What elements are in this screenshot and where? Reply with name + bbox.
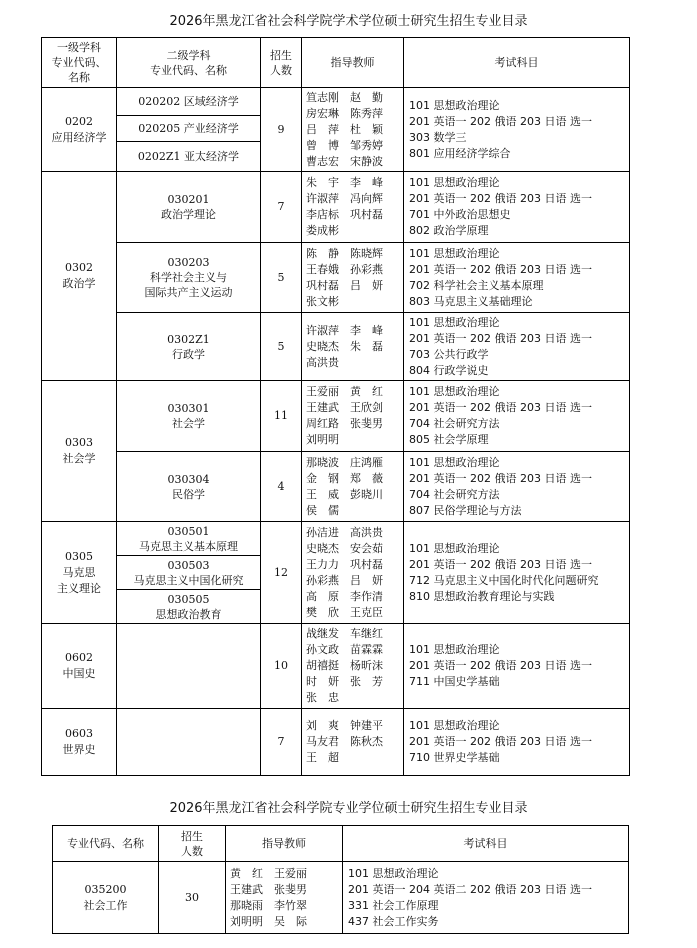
table1-title: 2026年黑龙江省社会科学院学术学位硕士研究生招生专业目录 — [169, 14, 528, 29]
discipline-0202: 0202 应用经济学 — [42, 88, 117, 172]
exam-030201: 101 思想政治理论 201 英语一 202 俄语 203 日语 选一 701 中外政治思想史 802 政治学原理 — [404, 172, 630, 243]
quota-030301: 11 — [261, 381, 302, 452]
exam-0602: 101 思想政治理论 201 英语一 202 俄语 203 日语 选一 711 中国史学基础 — [404, 624, 630, 709]
sub-030301: 030301 社会学 — [117, 381, 261, 452]
sub-0202Z1: 0202Z1 亚太经济学 — [117, 142, 261, 172]
exam-0305: 101 思想政治理论 201 英语一 202 俄语 203 日语 选一 712 马克思主义中国化时代化问题研究 810 思想政治教育理论与实践 — [404, 522, 630, 624]
header-second-level: 二级学科 专业代码、名称 — [117, 38, 261, 88]
exam-030304: 101 思想政治理论 201 英语一 202 俄语 203 日语 选一 704 社会研究方法 807 民俗学理论与方法 — [404, 452, 630, 522]
header-advisors: 指导教师 — [302, 38, 404, 88]
advisors-0602: 战继发 车继红 孙文政 苗霖霖 胡禧挺 杨昕沫 时 妍 张 芳 张 忠 — [302, 624, 404, 709]
advisors-030201: 朱 宇 李 峰 许淑萍 冯向辉 李店标 巩村磊 娄成彬 — [302, 172, 404, 243]
advisors-0603: 刘 爽 钟建平 马友君 陈秋杰 王 超 — [302, 709, 404, 776]
discipline-035200: 035200 社会工作 — [53, 862, 159, 934]
discipline-0602: 0602 中国史 — [42, 624, 117, 709]
exam-035200: 101 思想政治理论 201 英语一 204 英语二 202 俄语 203 日语 选一 331 社会工作原理 437 社会工作实务 — [343, 862, 629, 934]
sub-030203: 030203 科学社会主义与 国际共产主义运动 — [117, 243, 261, 313]
advisors-030304: 那晓波 庄鸿雁 金 钢 郑 薇 王 威 彭晓川 侯 儒 — [302, 452, 404, 522]
sub-0302Z1: 0302Z1 行政学 — [117, 313, 261, 381]
header-code: 专业代码、名称 — [53, 826, 159, 862]
quota-0305: 12 — [261, 522, 302, 624]
quota-0302Z1: 5 — [261, 313, 302, 381]
sub-030501: 030501 马克思主义基本原理 — [117, 522, 261, 556]
exam-030203: 101 思想政治理论 201 英语一 202 俄语 203 日语 选一 702 科学社会主义基本原理 803 马克思主义基础理论 — [404, 243, 630, 313]
sub-empty-0603 — [117, 709, 261, 776]
quota-0602: 10 — [261, 624, 302, 709]
advisors-035200: 黄 红 王爱丽 王建武 张斐男 那晓雨 李竹翠 刘明明 吴 际 — [226, 862, 343, 934]
quota-030304: 4 — [261, 452, 302, 522]
header-exam-2: 考试科目 — [343, 826, 629, 862]
header-quota-2: 招生 人数 — [159, 826, 226, 862]
discipline-0303: 0303 社会学 — [42, 381, 117, 522]
header-exam: 考试科目 — [404, 38, 630, 88]
sub-030201: 030201 政治学理论 — [117, 172, 261, 243]
header-first-level: 一级学科 专业代码、 名称 — [42, 38, 117, 88]
exam-030301: 101 思想政治理论 201 英语一 202 俄语 203 日语 选一 704 社会研究方法 805 社会学原理 — [404, 381, 630, 452]
sub-empty-0602 — [117, 624, 261, 709]
quota-0603: 7 — [261, 709, 302, 776]
academic-catalog-table — [41, 37, 630, 776]
sub-030503: 030503 马克思主义中国化研究 — [117, 556, 261, 590]
header-advisors-2: 指导教师 — [226, 826, 343, 862]
sub-030304: 030304 民俗学 — [117, 452, 261, 522]
advisors-0305: 孙洁进 高洪贵 史晓杰 安会茹 王力力 巩村磊 孙彩燕 吕 妍 高 原 李作清 樊 欣 王克臣 — [302, 522, 404, 624]
header-quota: 招生 人数 — [261, 38, 302, 88]
quota-030201: 7 — [261, 172, 302, 243]
table2-title: 2026年黑龙江省社会科学院专业学位硕士研究生招生专业目录 — [169, 801, 528, 816]
quota-030203: 5 — [261, 243, 302, 313]
professional-catalog-table — [52, 825, 629, 934]
advisors-030301: 王爱丽 黄 红 王建武 王欣剑 周红路 张斐男 刘明明 — [302, 381, 404, 452]
discipline-0305: 0305 马克思 主义理论 — [42, 522, 117, 624]
discipline-0603: 0603 世界史 — [42, 709, 117, 776]
advisors-0302Z1: 许淑萍 李 峰 史晓杰 朱 磊 高洪贵 — [302, 313, 404, 381]
advisors-0202: 笪志刚 赵 勤 房宏琳 陈秀萍 吕 萍 杜 颖 曾 博 邹秀婷 曹志宏 宋静波 — [302, 88, 404, 172]
sub-030505: 030505 思想政治教育 — [117, 590, 261, 624]
advisors-030203: 陈 静 陈晓辉 王春娥 孙彩燕 巩村磊 吕 妍 张文彬 — [302, 243, 404, 313]
exam-0302Z1: 101 思想政治理论 201 英语一 202 俄语 203 日语 选一 703 公共行政学 804 行政学说史 — [404, 313, 630, 381]
sub-020202: 020202 区域经济学 — [117, 88, 261, 116]
quota-0202: 9 — [261, 88, 302, 172]
quota-035200: 30 — [159, 862, 226, 934]
exam-0202: 101 思想政治理论 201 英语一 202 俄语 203 日语 选一 303 数学三 801 应用经济学综合 — [404, 88, 630, 172]
exam-0603: 101 思想政治理论 201 英语一 202 俄语 203 日语 选一 710 世界史学基础 — [404, 709, 630, 776]
discipline-0302: 0302 政治学 — [42, 172, 117, 381]
sub-020205: 020205 产业经济学 — [117, 116, 261, 142]
